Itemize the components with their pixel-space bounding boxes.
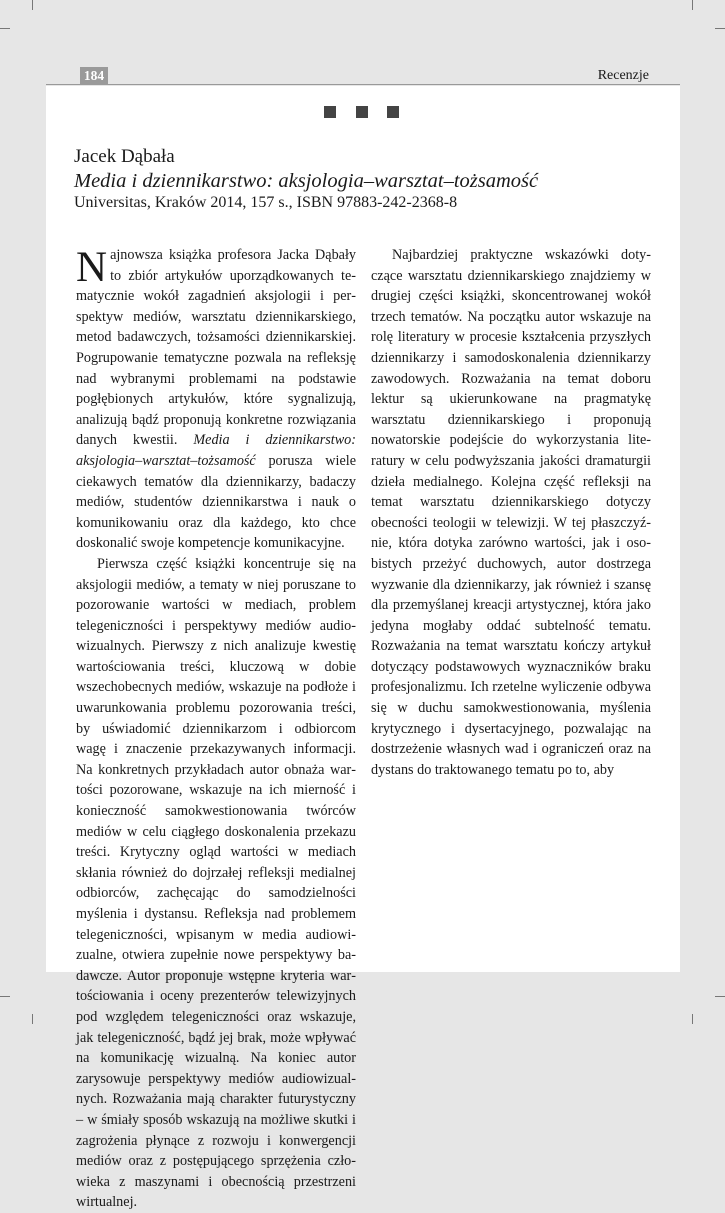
crop-mark [32, 1014, 33, 1024]
page-number: 184 [80, 67, 108, 85]
paragraph: Najbardziej praktyczne wskazówki dotyczące warsztatu dziennikarskiego znajdziemy w drugiej części książki, skoncentrowanej wokół trzech tematów. Na początku autor wskazuje na rolę literatury w procesie kształcenia przyszłych dziennikarzy i samodoskonalenia dziennikarzy zawodowych. Rozważania na temat doboru lektur są ukierunkowane na pragmatykę warsztatu dziennikarskiego i proponują nowatorskie podejście do wykorzystania literatury w celu podwyższania jakości dramaturgii dzieła medialnego. Kolejna część refleksji na temat warsztatu dziennikarskiego dotyczy obecności teologii w telewizji. W tej płaszczyźnie, która dotyka zarówno wartości, jak i osobistych przeżyć duchowych, autor dostrzega wyzwanie dla dziennikarzy, jak również i szansę dla przemyślanej kreacji artystycznej, która jako jedyna mogłaby oddać subtelność tematu. Rozważania na temat warsztatu kończy artykuł dotyczący podstawowych wyznaczników braku profesjonalizmu. Ich rzetelne wyliczenie odbywa się w duchu samokwestionowania, myślenia krytycznego i dysertacyjnego, pozwalając na dostrzeżenie własnych wad i ograniczeń oraz na dystans do traktowanego tematu po to, aby [371, 247, 651, 778]
crop-mark [715, 28, 725, 29]
crop-mark [32, 0, 33, 10]
paragraph-text: ajnowsza książka profesora Jacka Dąbały to zbiór artykułów uporządkowanych tematycznie wokół zagadnień aksjologii i perspektyw mediów, warsztatu dziennikarskiego, metod badawczych, tożsamości dziennikarskiej. Pogrupowanie tematyczne pozwala na refleksję nad wybranymi problemami na podstawie pogłębionych artykułów, które sygnalizują, analizują bądź proponują konkretne rozwiązania danych kwestii. [76, 247, 356, 449]
drop-cap: N [76, 244, 108, 291]
text-column-left [76, 245, 356, 1213]
header-rule [46, 84, 680, 85]
square-ornament [324, 106, 336, 118]
square-ornament [387, 106, 399, 118]
crop-mark [692, 0, 693, 10]
crop-mark [715, 996, 725, 997]
book-publication-info: Universitas, Kraków 2014, 157 s., ISBN 97883-242-2368-8 [74, 194, 458, 211]
crop-mark [0, 996, 10, 997]
paragraph: Pierwsza część książki koncentruje się na aksjologii mediów, a tematy w niej poruszane to pozorowanie wartości w mediach, problem telegeniczności i perspektywy mediów audiowizualnych. Pierwszy z nich analizuje kwestię wartościowania treści, kluczową w dobie wszechobecnych mediów, wskazuje na podłoże i uwarunkowania problemu pozorowania treści, by uświadomić dziennikarzom i odbiorcom wagę i znaczenie przekazywanych informacji. Na konkretnych przykładach autor obnaża wartości pozorowane, wskazuje na ich mierność i konieczność samokwestionowania twórców mediów w celu ciągłego doskonalenia przekazu treści. Krytyczny ogląd wartości w mediach skłania również do dojrzałej refleksji medialnej odbiorców, zachęcając do samodzielności myślenia i dystansu. Refleksja nad problemem telegeniczności, wpisanym w media audiowizualne, otwiera zupełnie nowe perspektywy badawcze. Autor proponuje wstępne kryteria wartościowania i oceny prezenterów telewizyjnych pod względem telegeniczności oraz wskazuje, jak telegeniczność, bądź jej brak, może wpływać na komunikację wizualną. Na koniec autor zarysowuje perspektywy mediów audiowizualnych. Rozważania mają charakter futurystyczny – w śmiały sposób wskazują na możliwe skutki i zagrożenia płynące z rozwoju i konwergencji mediów oraz z postępującego sprzężenia człowieka z maszynami i obecnością przestrzeni wirtualnej. [76, 555, 356, 1211]
paragraph [76, 245, 356, 554]
square-ornament [356, 106, 368, 118]
book-title-inline: Media i dziennikarstwo: aksjologia–warsztat–tożsamość [76, 432, 357, 469]
paragraph-text: porusza wiele ciekawych tematów dla dziennikarzy, badaczy mediów, studentów dziennikarstwa i nauk o komunikowaniu oraz dla każdego, kto chce doskonalić swoje kompetencje komunikacyjne. [76, 452, 356, 552]
book-title: Media i dziennikarstwo: aksjologia–warsztat–tożsamość [74, 170, 539, 192]
book-author: Jacek Dąbała [74, 146, 175, 167]
running-head: Recenzje [597, 68, 649, 83]
text-column-right [371, 245, 651, 780]
crop-mark [692, 1014, 693, 1024]
crop-mark [0, 28, 10, 29]
